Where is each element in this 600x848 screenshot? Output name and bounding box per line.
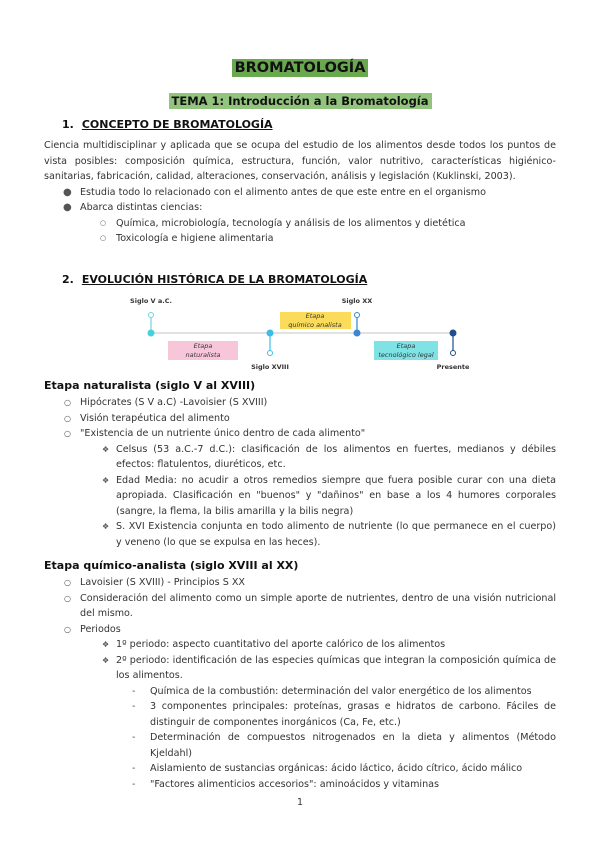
list-item: - Aislamiento de sustancias orgánicas: ácido láctico, ácido cítrico, ácido málico — [44, 761, 556, 777]
list-item: ❖ Celsus (53 a.C.-7 d.C.): clasificación de los alimentos en fuertes, medianos y débiles efectos: flatulentos, diuréticos, etc. — [102, 443, 556, 470]
list-item: ○ Periodos — [44, 622, 556, 638]
list-item: - "Factores alimenticios accesorios": aminoácidos y vitaminas — [44, 777, 556, 793]
timeline-node — [148, 330, 155, 337]
timeline-node — [354, 330, 361, 337]
list-item: ○ Lavoisier (S XVIII) - Principios S XX — [44, 575, 556, 591]
circle-bullet-icon: ○ — [64, 578, 71, 587]
timeline-point-label: Siglo V a.C. — [130, 297, 172, 305]
list-item: ❖ 2º periodo: identificación de las especies químicas que integran la composición química de los alimentos. — [102, 654, 556, 681]
list-item: ○ Toxicología e higiene alimentaria — [44, 231, 556, 247]
list-item: ○ "Existencia de un nutriente único dentro de cada alimento" — [44, 426, 556, 442]
list-item: ❖ Edad Media: no acudir a otros remedios siempre que fuera posible curar con una dieta apropiada. Clasificación en "buenos" y "dañinos" en base a los 4 humores corporales (sangre, la flema, la bilis amarilla y la bilis negra) — [102, 474, 556, 517]
bullet-icon: ● — [63, 186, 72, 198]
diamond-bullet-icon: ❖ — [102, 475, 110, 485]
bullet-icon: ● — [63, 202, 72, 213]
timeline-point-label: Siglo XVIII — [251, 363, 289, 371]
list-item: ○ Consideración del alimento como un simple aporte de nutrientes, dentro de una visión nutricional del mismo. — [64, 592, 556, 619]
circle-bullet-icon: ○ — [64, 398, 71, 407]
list-item: ❖ S. XVI Existencia conjunta en todo alimento de nutriente (lo que permanece en el cuerpo) y veneno (lo que se expulsa en las heces). — [102, 521, 556, 548]
timeline-point-label: Siglo XX — [341, 297, 373, 305]
diamond-bullet-icon: ❖ — [102, 655, 110, 665]
stage-label: Etapa — [305, 312, 325, 320]
stage-label: Etapa — [193, 342, 213, 350]
list-item: ○ Visión terapéutica del alimento — [44, 411, 556, 427]
dash-bullet-icon: - — [132, 732, 136, 743]
timeline-node — [267, 330, 274, 337]
dash-bullet-icon: - — [132, 685, 136, 697]
timeline-point-label: Presente — [436, 363, 470, 371]
topic-title: TEMA 1: Introducción a la Bromatología — [0, 90, 600, 109]
stage-label: Etapa — [396, 342, 416, 350]
dash-bullet-icon: - — [132, 763, 136, 774]
circle-bullet-icon: ○ — [64, 624, 71, 634]
circle-bullet-icon: ○ — [100, 218, 107, 227]
naturalista-heading: Etapa naturalista (siglo V al XVIII) — [44, 379, 256, 392]
naturalista-list — [44, 395, 556, 550]
diamond-bullet-icon: ❖ — [102, 522, 110, 531]
stage-label: naturalista — [185, 351, 221, 359]
list-item: - Determinación de compuestos nitrogenados en la dieta y alimentos (Método Kjeldahl) — [132, 732, 556, 759]
dash-bullet-icon: - — [132, 778, 136, 790]
list-item: ● Estudia todo lo relacionado con el alimento antes de que este entre en el organismo — [44, 185, 556, 201]
timeline-node — [450, 330, 457, 337]
history-timeline — [110, 290, 470, 372]
list-item: ○ Hipócrates (S V a.C) -Lavoisier (S XVIII) — [44, 395, 556, 411]
circle-bullet-icon: ○ — [100, 234, 107, 242]
section-1-heading: 1. CONCEPTO DE BROMATOLOGÍA — [62, 118, 273, 131]
definition-paragraph: Ciencia multidisciplinar y aplicada que se ocupa del estudio de los alimentos desde todos los puntos de vista posibles: composición química, estructura, función, valor nutritivo, características higiénico-sanitarias, fabricación, calidad, alteraciones, conservación, análisis y legislación (Kuklinski, 2003). — [44, 140, 556, 182]
dash-bullet-icon: - — [132, 701, 136, 712]
quimico-heading: Etapa químico-analista (siglo XVIII al XX) — [44, 559, 299, 572]
list-item: - 3 componentes principales: proteínas, grasas e hidratos de carbono. Fáciles de distinguir de componentes inorgánicos (Ca, Fe, etc.) — [132, 701, 556, 728]
list-item: ❖ 1º periodo: aspecto cuantitativo del aporte calórico de los alimentos — [44, 637, 556, 653]
section-1-body — [44, 138, 556, 247]
circle-bullet-icon: ○ — [64, 429, 71, 438]
page-number: 1 — [296, 797, 304, 808]
document-title: BROMATOLOGÍA — [0, 57, 600, 76]
diamond-bullet-icon: ❖ — [102, 444, 110, 454]
quimico-list — [44, 575, 556, 792]
stage-label: químico analista — [288, 321, 342, 329]
diamond-bullet-icon: ❖ — [102, 640, 110, 649]
list-item: - Química de la combustión: determinación del valor energético de los alimentos — [44, 684, 556, 700]
circle-bullet-icon: ○ — [64, 413, 71, 423]
list-item: ○ Química, microbiología, tecnología y análisis de los alimentos y dietética — [44, 216, 556, 232]
section-2-heading: 2. EVOLUCIÓN HISTÓRICA DE LA BROMATOLOGÍA — [62, 273, 368, 286]
stage-label: tecnológico legal — [378, 351, 434, 359]
circle-bullet-icon: ○ — [64, 593, 71, 603]
list-item: ● Abarca distintas ciencias: — [44, 200, 556, 216]
